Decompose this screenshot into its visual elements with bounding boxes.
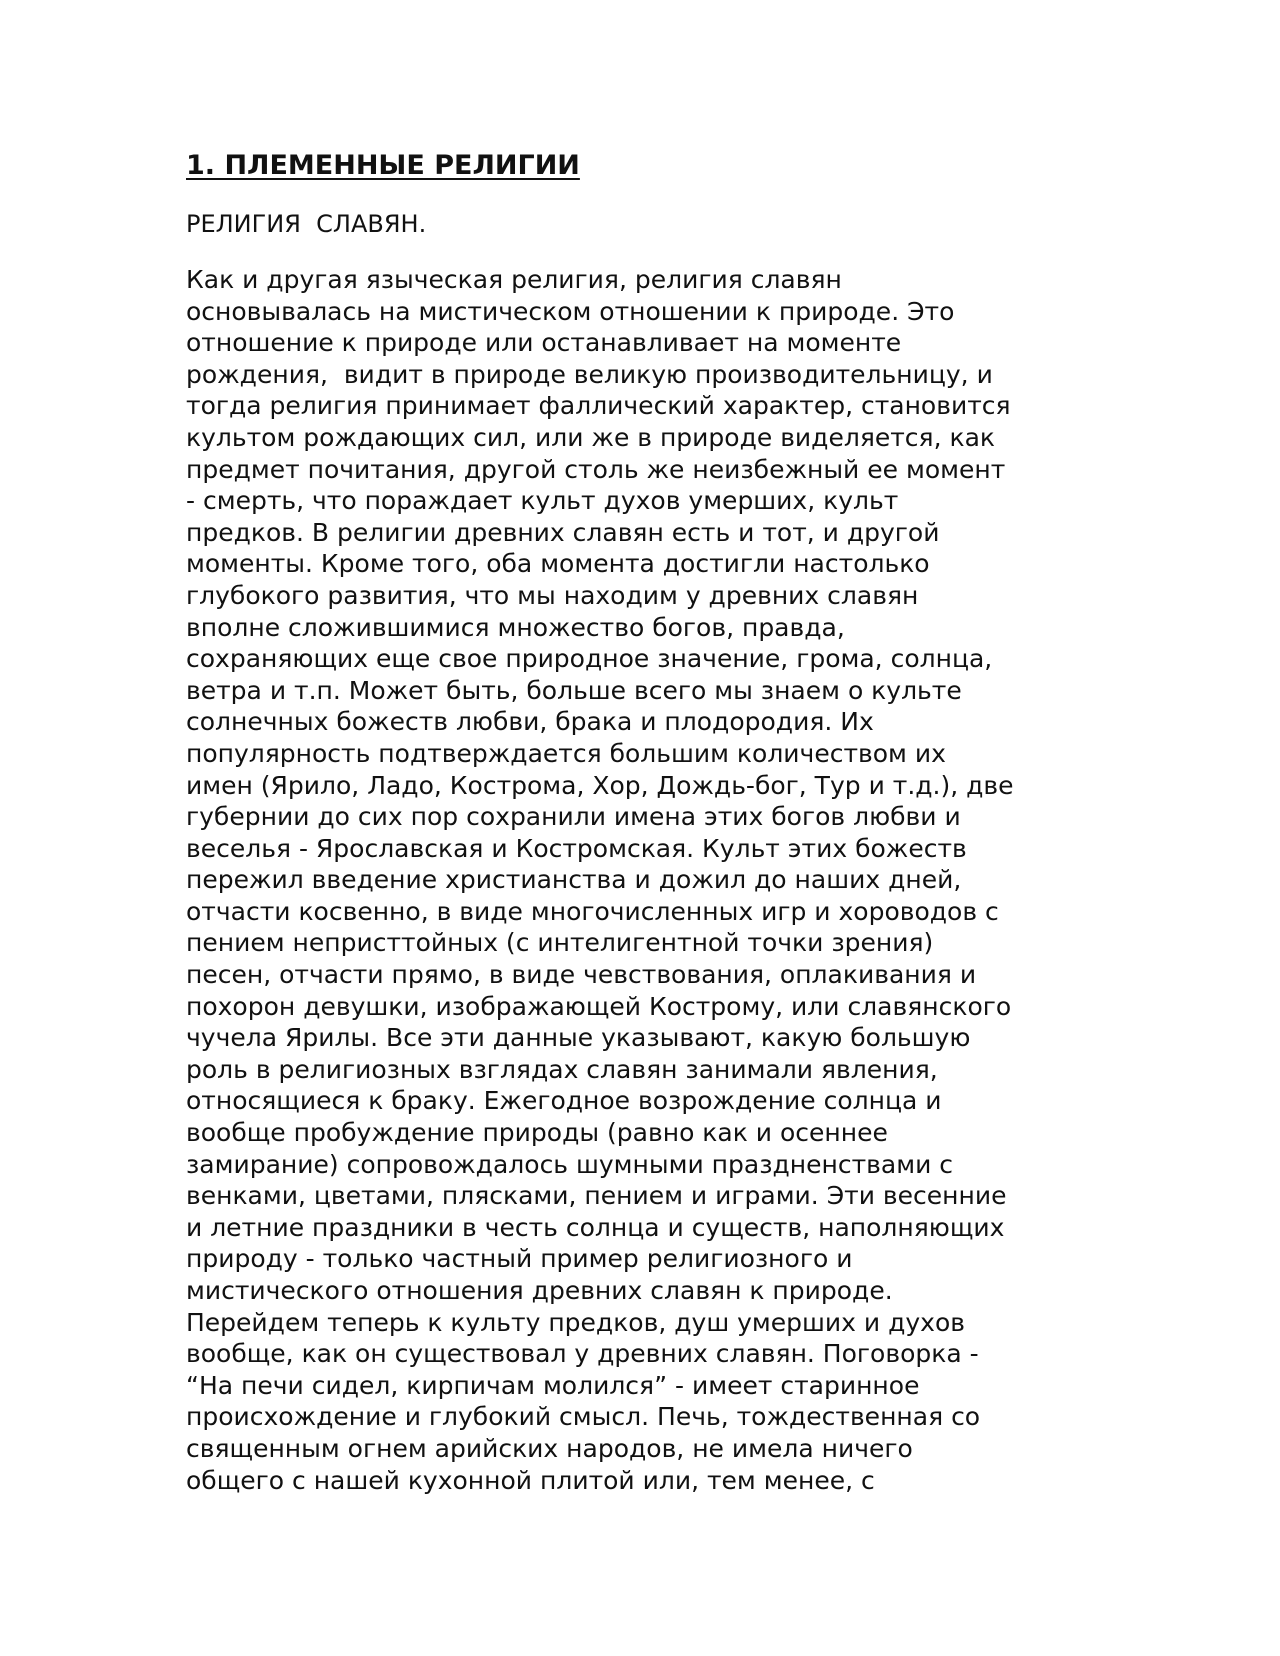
text-line: пением непристтойных (с интелигентной точки зрения): [186, 928, 934, 958]
text-line: Как и другая языческая религия, религия славян: [186, 265, 842, 294]
text-line: моменты. Кроме того, оба момента достигли настолько: [186, 549, 930, 579]
text-line: вообще пробуждение природы (равно как и осеннее: [186, 1118, 888, 1148]
text-line: замирание) сопровождалось шумными праздненствами с: [186, 1149, 954, 1179]
text-line: отношение к природе или останавливает на моменте: [186, 328, 902, 358]
text-line: культом рождающих сил, или же в природе виделяется, как: [186, 422, 996, 452]
text-line: предмет почитания, другой столь же неизбежный ее момент: [186, 454, 1006, 484]
text-line: общего с нашей кухонной плитой или, тем менее, с: [186, 1465, 875, 1495]
text-line: священным огнем арийских народов, не имела ничего: [186, 1433, 913, 1463]
text-line: вполне сложившимися множество богов, правда,: [186, 612, 845, 642]
text-line: сохраняющих еще свое природное значение, грома, солнца,: [186, 644, 993, 674]
section-heading: 1. ПЛЕМЕННЫЕ РЕЛИГИИ: [186, 150, 580, 181]
text-line: вообще, как он существовал у древних славян. Поговорка -: [186, 1339, 979, 1369]
text-line: венками, цветами, плясками, пением и играми. Эти весенние: [186, 1181, 1007, 1211]
text-line: чучела Ярилы. Все эти данные указывают, какую большую: [186, 1023, 971, 1053]
text-line: отчасти косвенно, в виде многочисленных игр и хороводов с: [186, 896, 999, 926]
text-line: тогда религия принимает фаллический характер, становится: [186, 391, 1011, 421]
text-line: рождения, видит в природе великую производительницу, и: [186, 359, 993, 389]
text-line: веселья - Ярославская и Костромская. Культ этих божеств: [186, 833, 967, 863]
text-line: песен, отчасти прямо, в виде чевствования, оплакивания и: [186, 960, 977, 990]
text-line: относящиеся к браку. Ежегодное возрождение солнца и: [186, 1086, 942, 1116]
section-subheading: РЕЛИГИЯ СЛАВЯН.: [186, 210, 427, 238]
text-line: и летние праздники в честь солнца и существ, наполняющих: [186, 1212, 1005, 1242]
text-line: - смерть, что пораждает культ духов умерших, культ: [186, 486, 899, 516]
body-paragraph: [186, 264, 1106, 1496]
text-line: природу - только частный пример религиозного и: [186, 1244, 853, 1274]
text-line: похорон девушки, изображающей Кострому, или славянского: [186, 991, 1012, 1021]
text-line: глубокого развития, что мы находим у древних славян: [186, 580, 919, 610]
text-line: происхождение и глубокий смысл. Печь, тождественная со: [186, 1402, 981, 1432]
text-line: основывалась на мистическом отношении к природе. Это: [186, 296, 955, 326]
text-line: популярность подтверждается большим количеством их: [186, 738, 946, 768]
text-line: предков. В религии древних славян есть и тот, и другой: [186, 517, 940, 547]
text-line: “На печи сидел, кирпичам молился” - имеет старинное: [186, 1370, 920, 1400]
text-line: роль в религиозных взглядах славян занимали явления,: [186, 1054, 938, 1084]
text-line: мистического отношения древних славян к природе.: [186, 1276, 893, 1305]
text-line: имен (Ярило, Ладо, Кострома, Хор, Дождь-бог, Тур и т.д.), две: [186, 770, 1014, 800]
text-line: Перейдем теперь к культу предков, душ умерших и духов: [186, 1307, 966, 1337]
text-line: губернии до сих пор сохранили имена этих богов любви и: [186, 802, 961, 832]
text-line: пережил введение христианства и дожил до наших дней,: [186, 865, 962, 895]
text-line: ветра и т.п. Может быть, больше всего мы знаем о культе: [186, 675, 962, 705]
text-line: солнечных божеств любви, брака и плодородия. Их: [186, 707, 874, 737]
